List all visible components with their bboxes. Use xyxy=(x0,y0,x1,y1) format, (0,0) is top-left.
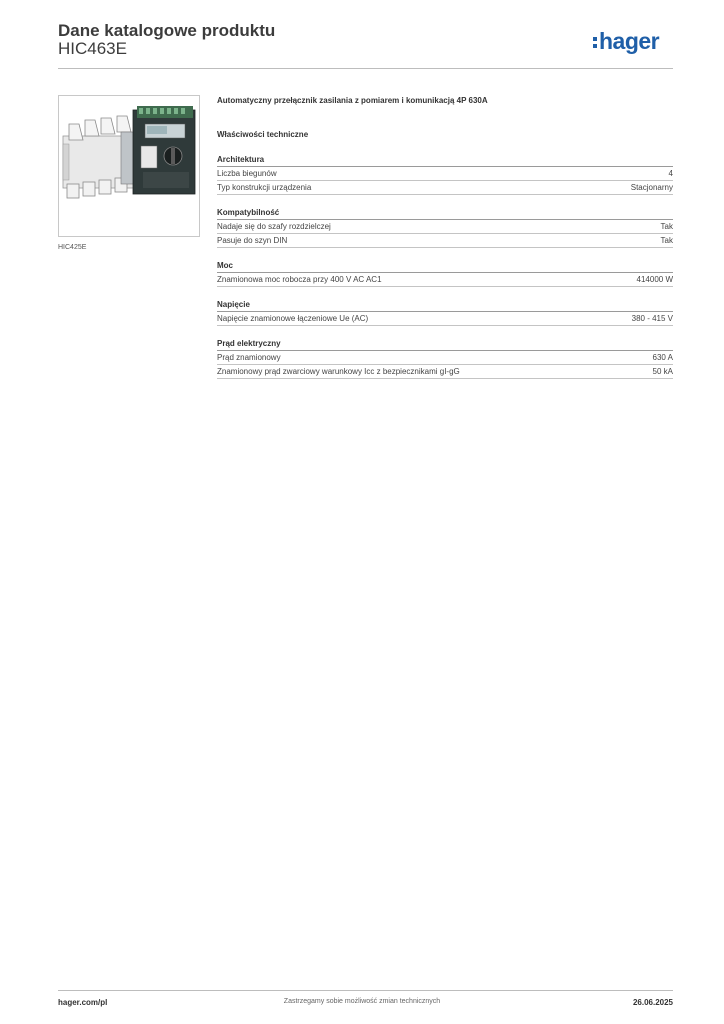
spec-value: 414000 W xyxy=(636,275,673,284)
specifications xyxy=(217,96,673,390)
section-title: Prąd elektryczny xyxy=(217,337,673,351)
product-description: Automatyczny przełącznik zasilania z pomiarem i komunikacją 4P 630A xyxy=(217,96,488,105)
spec-value: 380 - 415 V xyxy=(631,314,673,323)
spec-value: Tak xyxy=(660,236,673,245)
spec-row xyxy=(217,234,673,248)
spec-section-prad-elektryczny xyxy=(217,337,673,379)
spec-value: Stacjonarny xyxy=(630,183,673,192)
spec-label: Liczba biegunów xyxy=(217,169,277,178)
spec-label: Napięcie znamionowe łączeniowe Ue (AC) xyxy=(217,314,369,323)
spec-section-architektura xyxy=(217,153,673,195)
spec-row xyxy=(217,365,673,379)
logo-wordmark: hager xyxy=(599,27,660,54)
spec-row xyxy=(217,167,673,181)
logo-dots-icon xyxy=(593,37,597,48)
spec-value: 4 xyxy=(668,169,673,178)
spec-row xyxy=(217,312,673,326)
spec-label: Nadaje się do szafy rozdzielczej xyxy=(217,222,331,231)
spec-section-napiecie xyxy=(217,298,673,326)
spec-row xyxy=(217,220,673,234)
spec-label: Znamionowa moc robocza przy 400 V AC AC1 xyxy=(217,275,382,284)
product-image xyxy=(58,95,200,237)
spec-value: 50 kA xyxy=(652,367,673,376)
spec-label: Prąd znamionowy xyxy=(217,353,281,362)
transfer-switch-image xyxy=(59,96,199,236)
spec-label: Typ konstrukcji urządzenia xyxy=(217,183,312,192)
spec-section-moc xyxy=(217,259,673,287)
spec-label: Znamionowy prąd zwarciowy warunkowy Icc z bezpiecznikami gI-gG xyxy=(217,367,460,376)
spec-row xyxy=(217,351,673,365)
hager-logo[interactable] xyxy=(593,26,659,56)
section-title: Kompatybilność xyxy=(217,206,673,220)
page-title: Dane katalogowe produktu xyxy=(58,21,276,40)
footer-date: 26.06.2025 xyxy=(632,998,673,1007)
image-caption: HIC425E xyxy=(58,244,87,251)
properties-title: Właściwości techniczne xyxy=(217,130,309,139)
section-title: Moc xyxy=(217,259,673,273)
product-code: HIC463E xyxy=(58,39,127,58)
footer-divider xyxy=(58,990,673,991)
section-title: Napięcie xyxy=(217,298,673,312)
spec-value: Tak xyxy=(660,222,673,231)
footer-website-link[interactable]: hager.com/pl xyxy=(58,998,108,1007)
spec-section-kompatybilnosc xyxy=(217,206,673,248)
spec-label: Pasuje do szyn DIN xyxy=(217,236,288,245)
spec-row xyxy=(217,273,673,287)
section-title: Architektura xyxy=(217,153,673,167)
spec-row xyxy=(217,181,673,195)
footer-disclaimer: Zastrzegamy sobie możliwość zmian technicznych xyxy=(283,998,441,1005)
spec-value: 630 A xyxy=(652,353,673,362)
header-divider xyxy=(58,68,673,69)
